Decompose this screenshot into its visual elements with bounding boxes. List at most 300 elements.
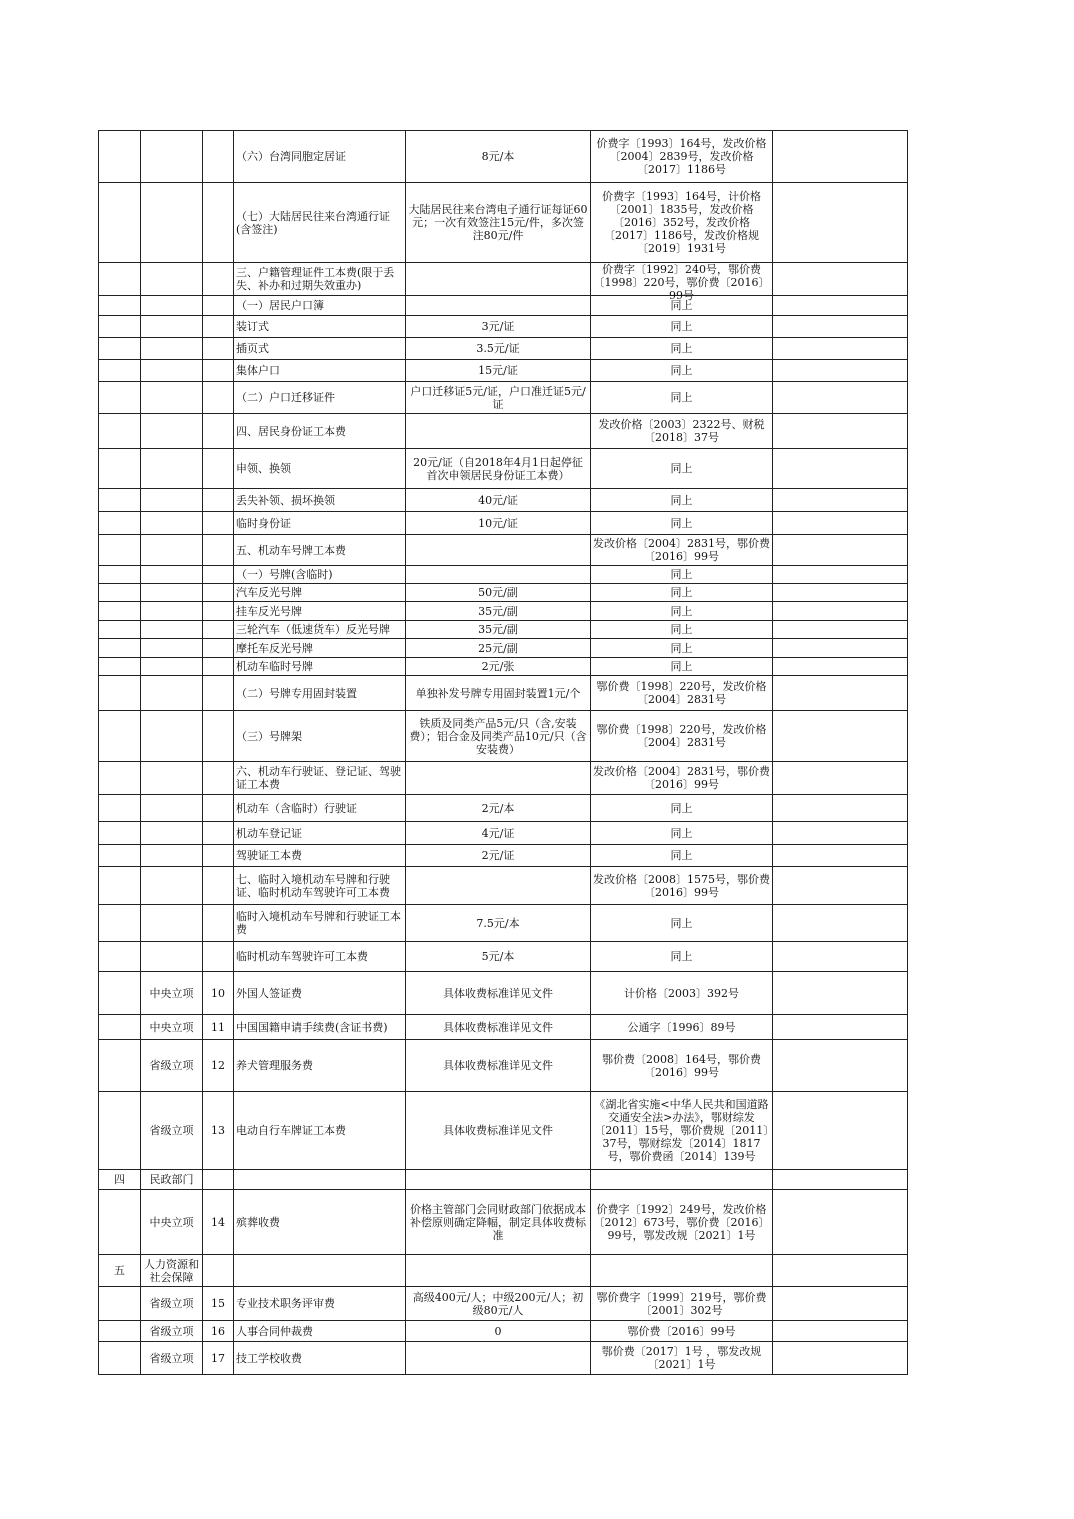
item-cell-text: 装订式 xyxy=(236,320,269,333)
item-cell xyxy=(234,489,406,512)
standard-cell xyxy=(406,512,591,535)
level-cell xyxy=(141,1287,203,1321)
table-row xyxy=(99,263,908,296)
table-row xyxy=(99,338,908,360)
standard-cell xyxy=(406,762,591,795)
seq-cell xyxy=(99,183,141,263)
item-cell xyxy=(234,566,406,584)
basis-cell-text: 同上 xyxy=(670,568,693,581)
item-cell-text: 五、机动车号牌工本费 xyxy=(236,543,346,557)
basis-cell-text: 发改价格〔2004〕2831号，鄂价费〔2016〕99号 xyxy=(593,537,770,563)
note-cell xyxy=(773,1092,908,1170)
item-cell xyxy=(234,263,406,296)
level-cell xyxy=(141,795,203,822)
note-cell xyxy=(773,1342,908,1375)
number-cell xyxy=(203,584,234,602)
basis-cell-text: 同上 xyxy=(670,660,693,673)
seq-cell xyxy=(99,621,141,639)
number-cell xyxy=(203,1170,234,1190)
item-cell-text: 临时身份证 xyxy=(236,516,291,530)
note-cell xyxy=(773,1321,908,1342)
table-row xyxy=(99,584,908,602)
basis-cell-text: 价费字〔1993〕164号，计价格〔2001〕1835号，发改价格〔2016〕352号，发改价格〔2017〕1186号，发改价格规〔2019〕1931号 xyxy=(602,190,761,255)
basis-cell xyxy=(591,711,773,762)
item-cell-text: 机动车临时号牌 xyxy=(236,660,313,673)
seq-cell xyxy=(99,449,141,489)
note-cell xyxy=(773,489,908,512)
item-cell xyxy=(234,1092,406,1170)
seq-cell xyxy=(99,972,141,1015)
standard-cell-text: 10元/证 xyxy=(478,516,518,530)
basis-cell xyxy=(591,1255,773,1287)
note-cell xyxy=(773,535,908,566)
table-row xyxy=(99,639,908,658)
basis-cell-text: 发改价格〔2004〕2831号，鄂价费〔2016〕99号 xyxy=(593,765,770,791)
standard-cell xyxy=(406,360,591,382)
number-cell xyxy=(203,382,234,414)
standard-cell-text: 3.5元/证 xyxy=(476,342,520,355)
standard-cell xyxy=(406,676,591,711)
number-cell xyxy=(203,905,234,942)
seq-cell xyxy=(99,1170,141,1190)
standard-cell xyxy=(406,795,591,822)
item-cell-text: （三）号牌架 xyxy=(236,729,302,743)
table-row xyxy=(99,316,908,338)
seq-cell xyxy=(99,1321,141,1342)
basis-cell-text: 同上 xyxy=(670,586,693,599)
seq-cell xyxy=(99,1190,141,1255)
basis-cell-text: 发改价格〔2008〕1575号，鄂价费〔2016〕99号 xyxy=(593,872,770,899)
level-cell-text: 省级立项 xyxy=(149,1059,194,1072)
standard-cell xyxy=(406,845,591,867)
number-cell xyxy=(203,338,234,360)
basis-cell xyxy=(591,414,773,449)
level-cell xyxy=(141,414,203,449)
standard-cell xyxy=(406,263,591,296)
table-row xyxy=(99,621,908,639)
standard-cell xyxy=(406,621,591,639)
note-cell xyxy=(773,1170,908,1190)
note-cell xyxy=(773,382,908,414)
item-cell xyxy=(234,1170,406,1190)
item-cell xyxy=(234,535,406,566)
level-cell xyxy=(141,762,203,795)
level-cell xyxy=(141,676,203,711)
table-row xyxy=(99,566,908,584)
item-cell xyxy=(234,639,406,658)
level-cell xyxy=(141,566,203,584)
standard-cell-text: 铁质及同类产品5元/只（含,安装费）；铝合金及同类产品10元/只（含安装费） xyxy=(409,716,587,756)
basis-cell xyxy=(591,621,773,639)
item-cell xyxy=(234,1255,406,1287)
item-cell-text: 驾驶证工本费 xyxy=(236,849,302,862)
item-cell xyxy=(234,867,406,905)
item-cell xyxy=(234,338,406,360)
item-cell xyxy=(234,449,406,489)
basis-cell-text: 鄂价费〔2008〕164号，鄂价费〔2016〕99号 xyxy=(602,1052,761,1079)
item-cell xyxy=(234,382,406,414)
basis-cell xyxy=(591,1092,773,1170)
item-cell-text: 临时机动车驾驶许可工本费 xyxy=(236,950,368,963)
basis-cell xyxy=(591,263,773,302)
table-row xyxy=(99,972,908,1015)
item-cell-text: （二）户口迁移证件 xyxy=(236,391,335,404)
number-cell-text: 14 xyxy=(211,1215,225,1229)
level-cell xyxy=(141,942,203,972)
item-cell xyxy=(234,602,406,621)
number-cell xyxy=(203,316,234,338)
level-cell xyxy=(141,621,203,639)
item-cell xyxy=(234,584,406,602)
level-cell xyxy=(141,131,203,183)
level-cell xyxy=(141,1255,203,1287)
standard-cell xyxy=(406,822,591,845)
basis-cell xyxy=(591,905,773,942)
item-cell-text: 三轮汽车（低速货车）反光号牌 xyxy=(236,623,390,636)
basis-cell xyxy=(591,1287,773,1321)
seq-cell xyxy=(99,512,141,535)
seq-cell xyxy=(99,602,141,621)
basis-cell-text: 同上 xyxy=(670,462,693,475)
seq-cell xyxy=(99,658,141,676)
level-cell xyxy=(141,658,203,676)
level-cell xyxy=(141,338,203,360)
table-row xyxy=(99,1321,908,1342)
seq-cell xyxy=(99,489,141,512)
note-cell xyxy=(773,602,908,621)
item-cell-text: （六）台湾同胞定居证 xyxy=(236,150,346,163)
item-cell-text: 三、户籍管理证件工本费(限于丢失、补办和过期失效重办) xyxy=(236,266,395,292)
seq-cell xyxy=(99,1255,141,1287)
standard-cell xyxy=(406,1015,591,1040)
table-row xyxy=(99,1287,908,1321)
seq-cell xyxy=(99,338,141,360)
level-cell xyxy=(141,1170,203,1190)
basis-cell xyxy=(591,1015,773,1040)
level-cell xyxy=(141,1092,203,1170)
seq-cell xyxy=(99,382,141,414)
item-cell xyxy=(234,512,406,535)
item-cell-text: 人事合同仲裁费 xyxy=(236,1324,313,1338)
item-cell-text: 插页式 xyxy=(236,342,269,355)
note-cell xyxy=(773,316,908,338)
table-row xyxy=(99,296,908,316)
seq-cell-text: 五 xyxy=(114,1264,125,1277)
item-cell xyxy=(234,1287,406,1321)
note-cell xyxy=(773,338,908,360)
seq-cell xyxy=(99,762,141,795)
note-cell xyxy=(773,1287,908,1321)
standard-cell-text: 50元/副 xyxy=(478,586,518,599)
table-row xyxy=(99,183,908,263)
item-cell-text: 外国人签证费 xyxy=(236,986,302,1000)
standard-cell xyxy=(406,296,591,316)
basis-cell-text: 《湖北省实施<中华人民共和国道路交通安全法>办法》，鄂财综发〔2011〕15号，鄂价费规〔2011〕37号，鄂财综发〔2014〕1817号，鄂价费函〔2014〕139号 xyxy=(594,1098,769,1163)
number-cell xyxy=(203,711,234,762)
basis-cell xyxy=(591,822,773,845)
item-cell xyxy=(234,1040,406,1092)
basis-cell xyxy=(591,1321,773,1342)
standard-cell xyxy=(406,566,591,584)
basis-cell-text: 同上 xyxy=(670,604,693,618)
seq-cell xyxy=(99,566,141,584)
level-cell xyxy=(141,639,203,658)
standard-cell xyxy=(406,1092,591,1170)
item-cell-text: 六、机动车行驶证、登记证、驾驶证工本费 xyxy=(236,765,401,791)
level-cell xyxy=(141,845,203,867)
item-cell xyxy=(234,658,406,676)
basis-cell-text: 发改价格〔2003〕2322号、财税〔2018〕37号 xyxy=(598,418,765,444)
item-cell xyxy=(234,795,406,822)
item-cell-text: （二）号牌专用固封装置 xyxy=(236,686,357,700)
table-row xyxy=(99,676,908,711)
seq-cell xyxy=(99,867,141,905)
standard-cell xyxy=(406,905,591,942)
table-row xyxy=(99,535,908,566)
seq-cell xyxy=(99,711,141,762)
standard-cell xyxy=(406,602,591,621)
table-row xyxy=(99,1092,908,1170)
item-cell xyxy=(234,296,406,316)
item-cell xyxy=(234,822,406,845)
item-cell xyxy=(234,942,406,972)
table-row xyxy=(99,602,908,621)
seq-cell xyxy=(99,1040,141,1092)
standard-cell-text: 25元/副 xyxy=(478,641,518,655)
basis-cell xyxy=(591,535,773,566)
table-row xyxy=(99,1190,908,1255)
seq-cell xyxy=(99,296,141,316)
basis-cell-text: 同上 xyxy=(670,342,693,355)
seq-cell xyxy=(99,845,141,867)
seq-cell xyxy=(99,822,141,845)
standard-cell-text: 具体收费标准详见文件 xyxy=(443,986,553,1000)
item-cell-text: 殡葬收费 xyxy=(236,1215,280,1229)
table-row xyxy=(99,711,908,762)
level-cell-text: 民政部门 xyxy=(149,1173,194,1186)
item-cell xyxy=(234,1342,406,1375)
number-cell xyxy=(203,972,234,1015)
standard-cell xyxy=(406,1255,591,1287)
standard-cell-text: 5元/本 xyxy=(481,950,515,963)
standard-cell xyxy=(406,639,591,658)
basis-cell xyxy=(591,360,773,382)
basis-cell xyxy=(591,845,773,867)
item-cell-text: 汽车反光号牌 xyxy=(236,586,302,599)
standard-cell-text: 8元/本 xyxy=(481,150,515,163)
table-row xyxy=(99,1170,908,1190)
basis-cell xyxy=(591,762,773,795)
level-cell xyxy=(141,584,203,602)
note-cell xyxy=(773,711,908,762)
seq-cell xyxy=(99,414,141,449)
basis-cell-text: 同上 xyxy=(670,320,693,333)
item-cell-text: 集体户口 xyxy=(236,364,280,377)
level-cell-text: 省级立项 xyxy=(149,1297,194,1310)
item-cell-text: （一）居民户口簿 xyxy=(236,299,324,312)
item-cell-text: 临时入境机动车号牌和行驶证工本费 xyxy=(236,910,401,936)
item-cell-text: 机动车（含临时）行驶证 xyxy=(236,801,357,815)
seq-cell xyxy=(99,1287,141,1321)
standard-cell-text: 2元/本 xyxy=(481,801,515,815)
standard-cell-text: 0 xyxy=(494,1324,502,1338)
seq-cell xyxy=(99,676,141,711)
seq-cell xyxy=(99,131,141,183)
number-cell xyxy=(203,762,234,795)
seq-cell xyxy=(99,316,141,338)
number-cell-text: 17 xyxy=(211,1351,225,1365)
table-row xyxy=(99,489,908,512)
seq-cell xyxy=(99,584,141,602)
seq-cell xyxy=(99,942,141,972)
table-row xyxy=(99,822,908,845)
number-cell xyxy=(203,1255,234,1287)
standard-cell xyxy=(406,1342,591,1375)
standard-cell-text: 高级400元/人；中级200元/人；初级80元/人 xyxy=(412,1290,584,1317)
note-cell xyxy=(773,822,908,845)
basis-cell xyxy=(591,867,773,905)
note-cell xyxy=(773,845,908,867)
item-cell-text: 中国国籍申请手续费(含证书费) xyxy=(236,1020,388,1034)
standard-cell-text: 3元/证 xyxy=(481,320,515,333)
basis-cell-text: 价费字〔1993〕164号，发改价格〔2004〕2839号，发改价格〔2017〕1186号 xyxy=(596,137,767,176)
note-cell xyxy=(773,566,908,584)
number-cell xyxy=(203,822,234,845)
item-cell-text: 申领、换领 xyxy=(236,462,291,475)
number-cell xyxy=(203,183,234,263)
table-row xyxy=(99,449,908,489)
item-cell-text: 养犬管理服务费 xyxy=(236,1059,313,1072)
basis-cell xyxy=(591,942,773,972)
number-cell-text: 15 xyxy=(211,1297,225,1310)
basis-cell xyxy=(591,676,773,711)
item-cell xyxy=(234,183,406,263)
table-row xyxy=(99,762,908,795)
level-cell xyxy=(141,316,203,338)
basis-cell-text: 同上 xyxy=(670,493,693,507)
note-cell xyxy=(773,658,908,676)
basis-cell xyxy=(591,566,773,584)
basis-cell-text: 鄂价费〔2017〕1号 ，鄂发改规〔2021〕1号 xyxy=(601,1345,762,1371)
basis-cell-text: 同上 xyxy=(670,391,693,404)
item-cell xyxy=(234,972,406,1015)
standard-cell-text: 大陆居民往来台湾电子通行证每证60元；一次有效签注15元/件，多次签注80元/件 xyxy=(408,203,588,242)
basis-cell-text: 同上 xyxy=(670,801,693,815)
item-cell-text: 挂车反光号牌 xyxy=(236,604,302,618)
level-cell xyxy=(141,296,203,316)
basis-cell-text: 价费字〔1992〕249号，发改价格〔2012〕673号，鄂价费〔2016〕99号，鄂发改规〔2021〕1号 xyxy=(593,1202,770,1242)
number-cell xyxy=(203,621,234,639)
level-cell xyxy=(141,512,203,535)
item-cell-text: 专业技术职务评审费 xyxy=(236,1297,335,1310)
number-cell-text: 12 xyxy=(211,1059,225,1072)
number-cell xyxy=(203,512,234,535)
basis-cell xyxy=(591,1190,773,1255)
basis-cell xyxy=(591,639,773,658)
note-cell xyxy=(773,512,908,535)
standard-cell-text: 20元/证（自2018年4月1日起停征首次申领居民身份证工本费） xyxy=(413,455,583,482)
note-cell xyxy=(773,867,908,905)
item-cell-text: 丢失补领、损坏换领 xyxy=(236,493,335,507)
standard-cell xyxy=(406,131,591,183)
item-cell xyxy=(234,1321,406,1342)
item-cell xyxy=(234,845,406,867)
standard-cell xyxy=(406,584,591,602)
table-row xyxy=(99,1342,908,1375)
level-cell-text: 中央立项 xyxy=(149,986,194,1000)
table-row xyxy=(99,1015,908,1040)
level-cell xyxy=(141,822,203,845)
level-cell-text: 人力资源和社会保障 xyxy=(144,1257,199,1284)
number-cell xyxy=(203,535,234,566)
note-cell xyxy=(773,296,908,316)
note-cell xyxy=(773,449,908,489)
standard-cell-text: 价格主管部门会同财政部门依据成本补偿原则确定降幅，制定具体收费标准 xyxy=(410,1202,586,1242)
level-cell xyxy=(141,1040,203,1092)
number-cell xyxy=(203,1342,234,1375)
basis-cell xyxy=(591,602,773,621)
standard-cell xyxy=(406,1170,591,1190)
table-row xyxy=(99,360,908,382)
item-cell-text: 电动自行车牌证工本费 xyxy=(236,1124,346,1137)
basis-cell xyxy=(591,296,773,316)
level-cell xyxy=(141,905,203,942)
item-cell xyxy=(234,762,406,795)
item-cell xyxy=(234,621,406,639)
basis-cell xyxy=(591,658,773,676)
standard-cell xyxy=(406,942,591,972)
standard-cell-text: 具体收费标准详见文件 xyxy=(443,1059,553,1072)
basis-cell-text: 同上 xyxy=(670,950,693,963)
seq-cell-text: 四 xyxy=(114,1173,125,1186)
basis-cell-text: 价费字〔1992〕240号，鄂价费〔1998〕220号，鄂价费〔2016〕99号 xyxy=(593,263,770,302)
basis-cell-text: 鄂价费〔1998〕220号，发改价格〔2004〕2831号 xyxy=(596,723,767,749)
basis-cell xyxy=(591,183,773,263)
seq-cell xyxy=(99,1342,141,1375)
table-row xyxy=(99,905,908,942)
level-cell xyxy=(141,1015,203,1040)
level-cell xyxy=(141,602,203,621)
number-cell xyxy=(203,566,234,584)
level-cell xyxy=(141,382,203,414)
standard-cell xyxy=(406,316,591,338)
note-cell xyxy=(773,360,908,382)
table-row xyxy=(99,658,908,676)
standard-cell-text: 7.5元/本 xyxy=(476,916,520,930)
standard-cell-text: 35元/副 xyxy=(478,623,518,636)
seq-cell xyxy=(99,360,141,382)
table-row xyxy=(99,845,908,867)
item-cell xyxy=(234,360,406,382)
level-cell xyxy=(141,535,203,566)
seq-cell xyxy=(99,1015,141,1040)
note-cell xyxy=(773,263,908,296)
number-cell xyxy=(203,1321,234,1342)
note-cell xyxy=(773,972,908,1015)
standard-cell-text: 4元/证 xyxy=(481,826,515,840)
number-cell xyxy=(203,1092,234,1170)
note-cell xyxy=(773,676,908,711)
level-cell xyxy=(141,711,203,762)
level-cell xyxy=(141,183,203,263)
basis-cell xyxy=(591,972,773,1015)
note-cell xyxy=(773,414,908,449)
note-cell xyxy=(773,795,908,822)
basis-cell-text: 同上 xyxy=(670,826,693,840)
item-cell-text: 技工学校收费 xyxy=(236,1351,302,1365)
basis-cell-text: 同上 xyxy=(670,299,693,312)
basis-cell xyxy=(591,512,773,535)
